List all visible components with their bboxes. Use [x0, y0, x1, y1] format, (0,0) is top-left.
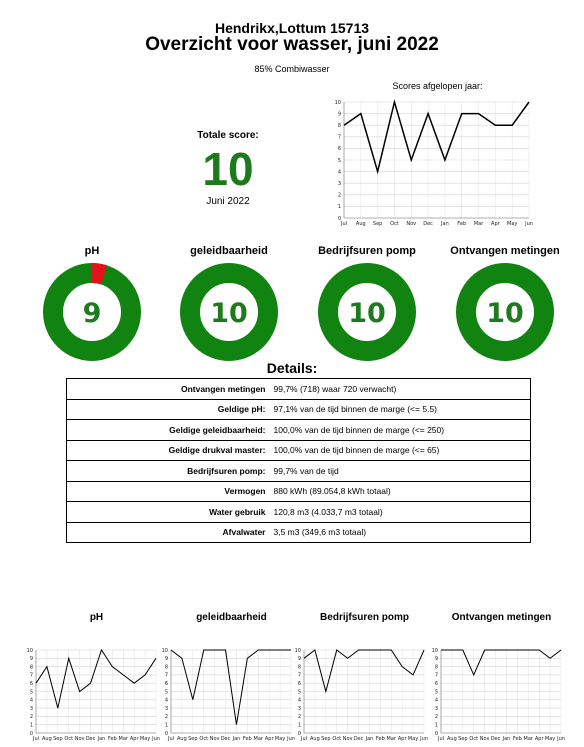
- details-value: 99,7% (718) waar 720 verwacht): [270, 379, 531, 400]
- details-key: Afvalwater: [67, 522, 270, 543]
- details-key: Water gebruik: [67, 502, 270, 523]
- x-tick-label: May: [139, 736, 151, 742]
- y-tick-label: 7: [297, 672, 301, 679]
- x-tick-label: Mar: [253, 736, 263, 742]
- y-tick-label: 9: [337, 111, 341, 118]
- x-tick-label: Aug: [42, 736, 52, 742]
- y-tick-label: 10: [334, 99, 341, 106]
- y-tick-label: 10: [431, 647, 438, 654]
- series-line: [304, 650, 424, 692]
- x-tick-label: Dec: [353, 736, 364, 742]
- details-row: [67, 379, 531, 400]
- series-line: [171, 650, 291, 725]
- y-tick-label: 1: [434, 722, 438, 729]
- total-score-value: 10: [202, 143, 254, 195]
- x-tick-label: Jul: [167, 736, 175, 742]
- y-tick-label: 0: [434, 730, 438, 737]
- x-tick-label: Jun: [525, 221, 533, 227]
- y-tick-label: 9: [29, 656, 33, 663]
- y-tick-label: 2: [164, 714, 168, 721]
- x-tick-label: Sep: [53, 736, 63, 742]
- details-key: Geldige geleidbaarheid:: [67, 420, 270, 441]
- y-tick-label: 4: [29, 697, 33, 704]
- y-tick-label: 4: [297, 697, 301, 704]
- x-tick-label: Apr: [534, 736, 544, 742]
- details-value: 3,5 m3 (349,6 m3 totaal): [270, 522, 531, 543]
- scores-year-chart: [336, 94, 536, 228]
- y-tick-label: 10: [26, 647, 33, 654]
- x-tick-label: Aug: [310, 736, 320, 742]
- y-tick-label: 5: [337, 157, 341, 164]
- x-tick-label: Jul: [32, 736, 40, 742]
- x-tick-label: Sep: [458, 736, 468, 742]
- scores-chart-title: Scores afgelopen jaar:: [392, 81, 483, 91]
- x-tick-label: Jan: [97, 736, 106, 742]
- x-tick-label: Nov: [479, 736, 490, 742]
- y-tick-label: 4: [337, 169, 341, 176]
- x-tick-label: Aug: [355, 221, 366, 227]
- details-value: 99,7% van de tijd: [270, 461, 531, 482]
- y-tick-label: 4: [164, 697, 168, 704]
- details-row: [67, 481, 531, 502]
- y-tick-label: 2: [29, 714, 33, 721]
- gauge-value: 10: [348, 298, 386, 329]
- details-key: Vermogen: [67, 481, 270, 502]
- details-value: 100,0% van de tijd binnen de marge (<= 65): [270, 440, 531, 461]
- y-tick-label: 6: [434, 681, 438, 687]
- y-tick-label: 7: [164, 672, 168, 679]
- x-tick-label: Oct: [469, 736, 479, 742]
- x-tick-label: Apr: [264, 736, 274, 742]
- x-tick-label: Oct: [390, 221, 399, 227]
- y-tick-label: 7: [337, 134, 341, 141]
- y-tick-label: 3: [337, 181, 341, 187]
- series-line: [441, 650, 561, 675]
- y-tick-label: 3: [29, 705, 33, 712]
- x-tick-label: Dec: [220, 736, 231, 742]
- x-tick-label: Jan: [502, 736, 511, 742]
- x-tick-label: Jan: [232, 736, 241, 742]
- y-tick-label: 6: [29, 681, 33, 687]
- y-tick-label: 2: [434, 714, 438, 721]
- y-tick-label: 0: [29, 730, 33, 737]
- y-tick-label: 7: [434, 672, 438, 679]
- details-row: [67, 440, 531, 461]
- gauge-ph: [42, 262, 142, 362]
- y-tick-label: 7: [29, 672, 33, 679]
- x-tick-label: Nov: [74, 736, 85, 742]
- x-tick-label: Jul: [437, 736, 445, 742]
- y-tick-label: 6: [337, 146, 341, 153]
- mini-chart-label-bedrijfsuren: Bedrijfsuren pomp: [320, 612, 409, 623]
- gauge-label-ph: pH: [84, 245, 100, 257]
- gauge-bedrijfsuren: [317, 262, 417, 362]
- mini-chart-metingen: [431, 645, 566, 742]
- y-tick-label: 0: [337, 215, 341, 222]
- y-tick-label: 1: [337, 204, 341, 211]
- x-tick-label: Sep: [372, 221, 383, 227]
- x-tick-label: Oct: [64, 736, 74, 742]
- y-tick-label: 3: [434, 705, 438, 712]
- x-tick-label: Nov: [209, 736, 220, 742]
- x-tick-label: Jun: [287, 736, 295, 742]
- x-tick-label: Jun: [152, 736, 160, 742]
- x-tick-label: Jan: [441, 221, 449, 227]
- series-line: [36, 650, 156, 708]
- details-table: [66, 378, 531, 543]
- y-tick-label: 6: [164, 681, 168, 687]
- x-tick-label: Sep: [321, 736, 331, 742]
- details-key: Geldige drukval master:: [67, 440, 270, 461]
- y-tick-label: 8: [434, 664, 438, 671]
- y-tick-label: 1: [164, 722, 168, 729]
- details-value: 97,1% van de tijd binnen de marge (<= 5.5): [270, 399, 531, 420]
- x-tick-label: May: [507, 221, 518, 227]
- details-value: 100,0% van de tijd binnen de marge (<= 250): [270, 420, 531, 441]
- y-tick-label: 3: [164, 705, 168, 712]
- gauge-label-geleidbaarheid: geleidbaarheid: [190, 245, 268, 257]
- x-tick-label: Jan: [365, 736, 374, 742]
- x-tick-label: Dec: [85, 736, 96, 742]
- total-score-label: Totale score:: [197, 130, 259, 141]
- x-tick-label: Oct: [199, 736, 209, 742]
- gauge-geleidbaarheid: [179, 262, 279, 362]
- y-tick-label: 8: [297, 664, 301, 671]
- y-tick-label: 1: [297, 722, 301, 729]
- details-row: [67, 420, 531, 441]
- y-tick-label: 1: [29, 722, 33, 729]
- y-tick-label: 10: [161, 647, 168, 654]
- y-tick-label: 4: [434, 697, 438, 704]
- y-tick-label: 9: [164, 656, 168, 663]
- details-row: [67, 399, 531, 420]
- y-tick-label: 8: [337, 123, 341, 129]
- x-tick-label: Oct: [332, 736, 342, 742]
- y-tick-label: 6: [297, 681, 301, 687]
- y-tick-label: 5: [297, 689, 301, 696]
- gauge-metingen: [455, 262, 555, 362]
- x-tick-label: Mar: [473, 221, 484, 227]
- mini-chart-label-geleidbaarheid: geleidbaarheid: [196, 612, 267, 623]
- x-tick-label: Jun: [557, 736, 565, 742]
- details-row: [67, 502, 531, 523]
- x-tick-label: May: [274, 736, 286, 742]
- total-score-date: Juni 2022: [206, 196, 250, 207]
- y-tick-label: 8: [164, 664, 168, 671]
- y-tick-label: 2: [337, 192, 341, 199]
- x-tick-label: Feb: [375, 736, 385, 742]
- details-value: 880 kWh (89.054,8 kWh totaal): [270, 481, 531, 502]
- mini-chart-label-ph: pH: [89, 612, 104, 623]
- details-key: Ontvangen metingen: [67, 379, 270, 400]
- x-tick-label: Mar: [118, 736, 128, 742]
- details-value: 120,8 m3 (4.033,7 m3 totaal): [270, 502, 531, 523]
- x-tick-label: Nov: [342, 736, 353, 742]
- x-tick-label: Apr: [397, 736, 407, 742]
- gauge-value: 9: [82, 298, 102, 329]
- x-tick-label: Jun: [420, 736, 428, 742]
- y-tick-label: 3: [297, 705, 301, 712]
- washer-type-note: 85% Combiwasser: [254, 64, 330, 74]
- y-tick-label: 2: [297, 714, 301, 721]
- y-tick-label: 5: [29, 689, 33, 696]
- gauge-label-bedrijfsuren: Bedrijfsuren pomp: [318, 245, 416, 257]
- details-key: Geldige pH:: [67, 399, 270, 420]
- x-tick-label: Sep: [188, 736, 198, 742]
- x-tick-label: May: [407, 736, 419, 742]
- details-row: [67, 522, 531, 543]
- y-tick-label: 0: [297, 730, 301, 737]
- y-tick-label: 5: [164, 689, 168, 696]
- details-title: Details:: [266, 360, 318, 376]
- mini-chart-geleidbaarheid: [161, 645, 296, 742]
- x-tick-label: Jul: [340, 221, 348, 227]
- x-tick-label: Feb: [512, 736, 522, 742]
- x-tick-label: Jul: [300, 736, 308, 742]
- y-tick-label: 9: [297, 656, 301, 663]
- mini-chart-ph: [26, 645, 161, 742]
- y-tick-label: 9: [434, 656, 438, 663]
- x-tick-label: Aug: [177, 736, 187, 742]
- x-tick-label: Feb: [242, 736, 252, 742]
- x-tick-label: Mar: [523, 736, 533, 742]
- gauge-value: 10: [210, 298, 248, 329]
- y-tick-label: 0: [164, 730, 168, 737]
- x-tick-label: Dec: [423, 221, 433, 227]
- x-tick-label: Apr: [129, 736, 139, 742]
- mini-chart-bedrijfsuren: [294, 645, 429, 742]
- details-key: Bedrijfsuren pomp:: [67, 461, 270, 482]
- x-tick-label: May: [544, 736, 556, 742]
- y-tick-label: 5: [434, 689, 438, 696]
- x-tick-label: Mar: [386, 736, 396, 742]
- gauge-label-metingen: Ontvangen metingen: [450, 245, 560, 257]
- report-subtitle: Hendrikx,Lottum 15713: [214, 20, 370, 36]
- report-title: Overzicht voor wasser, juni 2022: [145, 34, 439, 55]
- mini-chart-label-metingen: Ontvangen metingen: [451, 612, 552, 623]
- x-tick-label: Aug: [447, 736, 457, 742]
- gauge-value: 10: [486, 298, 524, 329]
- y-tick-label: 10: [294, 647, 301, 654]
- x-tick-label: Apr: [491, 221, 500, 227]
- x-tick-label: Feb: [457, 221, 467, 227]
- y-tick-label: 8: [29, 664, 33, 671]
- details-row: [67, 461, 531, 482]
- x-tick-label: Feb: [107, 736, 117, 742]
- x-tick-label: Dec: [490, 736, 501, 742]
- x-tick-label: Nov: [406, 221, 417, 227]
